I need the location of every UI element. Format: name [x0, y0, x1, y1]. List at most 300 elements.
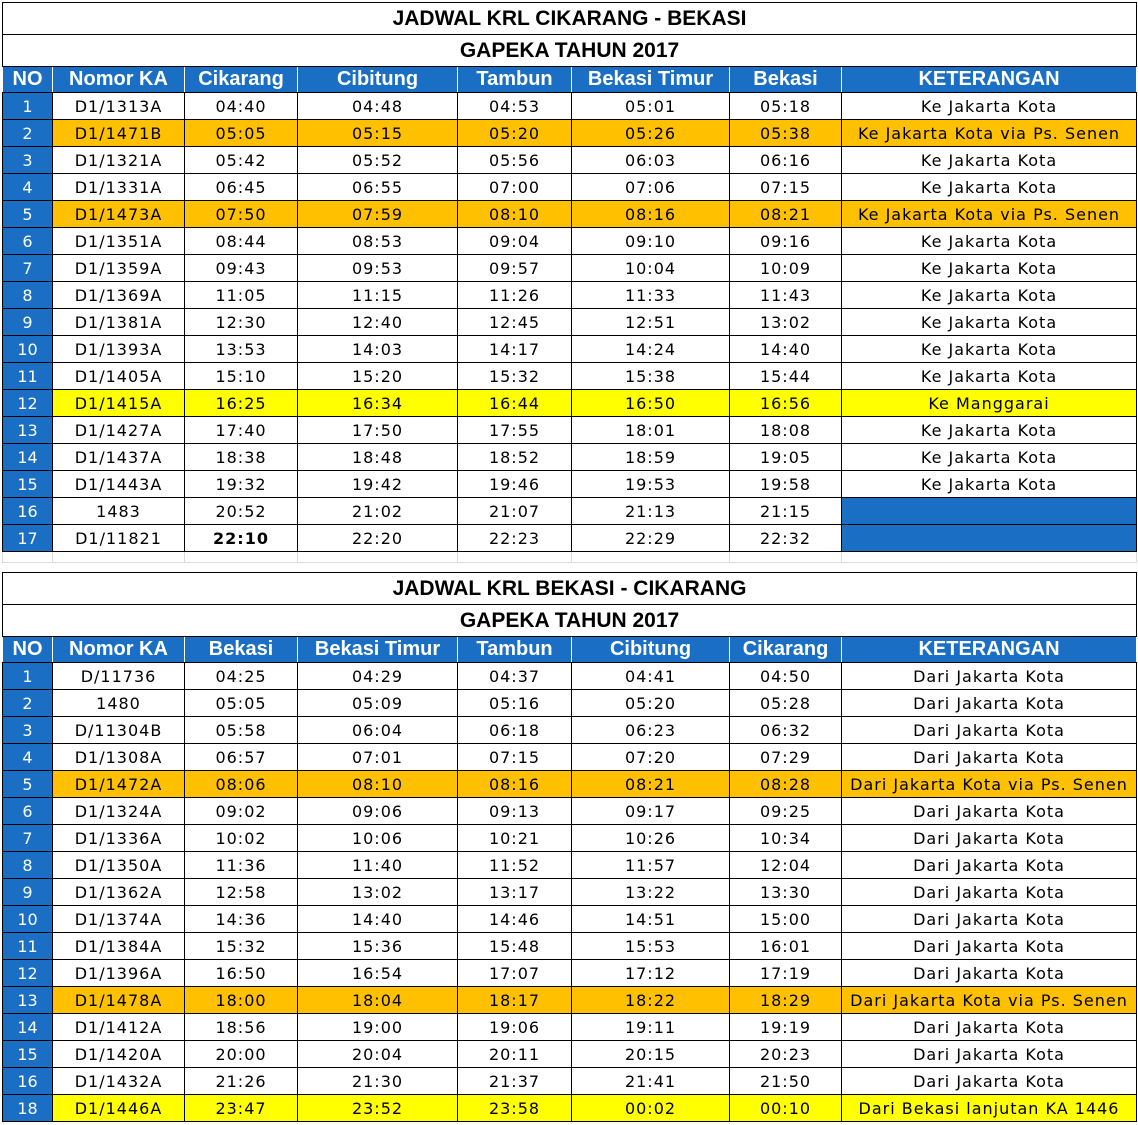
cell-no: 12: [3, 390, 53, 417]
table-row: [3, 471, 1137, 498]
cell-keterangan: Ke Jakarta Kota: [842, 444, 1137, 471]
cell-time: 21:13: [572, 498, 730, 525]
cell-no: 5: [3, 201, 53, 228]
cell-time: 05:52: [298, 147, 458, 174]
cell-keterangan: Dari Jakarta Kota: [842, 717, 1137, 744]
cell-time: 19:32: [185, 471, 298, 498]
cell-no: 18: [3, 1095, 53, 1122]
cell-time: 06:45: [185, 174, 298, 201]
cell-no: 1: [3, 93, 53, 120]
cell-time: 17:19: [730, 960, 842, 987]
cell-time: 18:52: [458, 444, 572, 471]
cell-time: 09:57: [458, 255, 572, 282]
cell-time: 08:44: [185, 228, 298, 255]
table-row: [3, 987, 1137, 1014]
cell-time: 09:13: [458, 798, 572, 825]
cell-keterangan: Ke Jakarta Kota: [842, 93, 1137, 120]
cell-no: 14: [3, 444, 53, 471]
cell-time: 13:02: [730, 309, 842, 336]
cell-time: 07:50: [185, 201, 298, 228]
cell-time: 11:26: [458, 282, 572, 309]
cell-keterangan: Dari Jakarta Kota: [842, 906, 1137, 933]
cell-time: 12:04: [730, 852, 842, 879]
cell-time: 21:37: [458, 1068, 572, 1095]
cell-time: 07:00: [458, 174, 572, 201]
cell-no: 7: [3, 255, 53, 282]
cell-time: 23:47: [185, 1095, 298, 1122]
cell-time: 20:52: [185, 498, 298, 525]
table-row: [3, 744, 1137, 771]
table-row: [3, 933, 1137, 960]
cell-nomor-ka: D/11736: [53, 663, 185, 690]
col-header-keterangan: KETERANGAN: [842, 637, 1137, 663]
cell-nomor-ka: D1/1350A: [53, 852, 185, 879]
cell-time: 10:09: [730, 255, 842, 282]
table-row: [3, 147, 1137, 174]
cell-time: 19:53: [572, 471, 730, 498]
col-header-station-5: Cikarang: [730, 637, 842, 663]
cell-time: 22:23: [458, 525, 572, 552]
cell-time: 22:10: [185, 525, 298, 552]
table-row: [3, 1068, 1137, 1095]
table-row: [3, 255, 1137, 282]
cell-no: 11: [3, 363, 53, 390]
cell-time: 13:02: [298, 879, 458, 906]
table-row: [3, 498, 1137, 525]
cell-time: 05:15: [298, 120, 458, 147]
col-header-station-5: Bekasi: [730, 67, 842, 93]
cell-no: 1: [3, 663, 53, 690]
cell-time: 15:53: [572, 933, 730, 960]
cell-time: 15:38: [572, 363, 730, 390]
cell-time: 16:50: [185, 960, 298, 987]
cell-time: 11:43: [730, 282, 842, 309]
table-row: [3, 309, 1137, 336]
cell-nomor-ka: D1/1336A: [53, 825, 185, 852]
cell-time: 14:36: [185, 906, 298, 933]
cell-keterangan: Ke Jakarta Kota via Ps. Senen: [842, 201, 1137, 228]
cell-time: 09:17: [572, 798, 730, 825]
cell-time: 07:06: [572, 174, 730, 201]
cell-time: 18:08: [730, 417, 842, 444]
table-row: [3, 93, 1137, 120]
cell-time: 06:04: [298, 717, 458, 744]
cell-nomor-ka: D1/1362A: [53, 879, 185, 906]
cell-time: 08:16: [458, 771, 572, 798]
cell-nomor-ka: D1/1384A: [53, 933, 185, 960]
table-row: [3, 120, 1137, 147]
cell-time: 11:33: [572, 282, 730, 309]
cell-nomor-ka: D1/1374A: [53, 906, 185, 933]
cell-time: 09:25: [730, 798, 842, 825]
cell-time: 14:51: [572, 906, 730, 933]
cell-time: 00:02: [572, 1095, 730, 1122]
table-row: [3, 363, 1137, 390]
cell-time: 21:30: [298, 1068, 458, 1095]
table-row: [3, 825, 1137, 852]
cell-no: 10: [3, 906, 53, 933]
cell-keterangan: Dari Jakarta Kota: [842, 933, 1137, 960]
cell-time: 04:37: [458, 663, 572, 690]
cell-time: 11:05: [185, 282, 298, 309]
cell-time: 05:28: [730, 690, 842, 717]
cell-nomor-ka: D1/1471B: [53, 120, 185, 147]
cell-time: 12:30: [185, 309, 298, 336]
table-row: [3, 174, 1137, 201]
cell-time: 23:52: [298, 1095, 458, 1122]
cell-time: 17:55: [458, 417, 572, 444]
cell-no: 6: [3, 228, 53, 255]
cell-time: 21:50: [730, 1068, 842, 1095]
cell-time: 05:20: [458, 120, 572, 147]
table-row: [3, 690, 1137, 717]
cell-time: 15:48: [458, 933, 572, 960]
cell-time: 08:21: [730, 201, 842, 228]
cell-keterangan: Dari Jakarta Kota: [842, 744, 1137, 771]
cell-time: 18:17: [458, 987, 572, 1014]
cell-keterangan: Ke Jakarta Kota: [842, 147, 1137, 174]
cell-time: 22:32: [730, 525, 842, 552]
cell-time: 05:16: [458, 690, 572, 717]
cell-nomor-ka: D1/1405A: [53, 363, 185, 390]
cell-keterangan: Ke Jakarta Kota: [842, 417, 1137, 444]
schedule-table-bekasi-cikarang: [2, 572, 1137, 1122]
cell-time: 05:01: [572, 93, 730, 120]
cell-time: 05:18: [730, 93, 842, 120]
cell-time: 21:07: [458, 498, 572, 525]
cell-time: 05:09: [298, 690, 458, 717]
cell-time: 21:26: [185, 1068, 298, 1095]
cell-time: 09:06: [298, 798, 458, 825]
cell-time: 18:00: [185, 987, 298, 1014]
table-row: [3, 663, 1137, 690]
table-header-row: [3, 67, 1137, 93]
cell-time: 07:20: [572, 744, 730, 771]
cell-time: 19:46: [458, 471, 572, 498]
col-header-station-1: Cikarang: [185, 67, 298, 93]
cell-time: 05:05: [185, 690, 298, 717]
cell-keterangan: [842, 525, 1137, 552]
table-row: [3, 417, 1137, 444]
cell-time: 05:38: [730, 120, 842, 147]
cell-time: 06:16: [730, 147, 842, 174]
cell-keterangan: Ke Jakarta Kota: [842, 336, 1137, 363]
cell-time: 13:30: [730, 879, 842, 906]
cell-time: 08:21: [572, 771, 730, 798]
cell-nomor-ka: 1480: [53, 690, 185, 717]
col-header-nomor-ka: Nomor KA: [53, 637, 185, 663]
cell-time: 18:38: [185, 444, 298, 471]
col-header-station-2: Cibitung: [298, 67, 458, 93]
table-row: [3, 798, 1137, 825]
cell-time: 13:22: [572, 879, 730, 906]
cell-nomor-ka: D1/1420A: [53, 1041, 185, 1068]
cell-nomor-ka: D1/1308A: [53, 744, 185, 771]
cell-keterangan: Dari Jakarta Kota: [842, 879, 1137, 906]
cell-time: 13:17: [458, 879, 572, 906]
cell-time: 05:58: [185, 717, 298, 744]
cell-time: 11:15: [298, 282, 458, 309]
cell-nomor-ka: D1/1313A: [53, 93, 185, 120]
cell-time: 08:53: [298, 228, 458, 255]
cell-time: 06:18: [458, 717, 572, 744]
cell-time: 18:01: [572, 417, 730, 444]
cell-keterangan: Ke Jakarta Kota: [842, 228, 1137, 255]
cell-time: 17:40: [185, 417, 298, 444]
cell-time: 21:15: [730, 498, 842, 525]
cell-time: 22:20: [298, 525, 458, 552]
cell-no: 15: [3, 1041, 53, 1068]
table-row: [3, 852, 1137, 879]
spacer-row: [3, 552, 1137, 563]
cell-time: 06:03: [572, 147, 730, 174]
cell-no: 3: [3, 147, 53, 174]
cell-time: 06:57: [185, 744, 298, 771]
cell-time: 10:02: [185, 825, 298, 852]
cell-time: 08:28: [730, 771, 842, 798]
cell-time: 10:04: [572, 255, 730, 282]
cell-nomor-ka: D1/1437A: [53, 444, 185, 471]
cell-time: 18:56: [185, 1014, 298, 1041]
table-title: JADWAL KRL CIKARANG - BEKASI: [3, 3, 1137, 35]
table-row: [3, 771, 1137, 798]
cell-keterangan: Ke Jakarta Kota: [842, 309, 1137, 336]
cell-nomor-ka: D1/1427A: [53, 417, 185, 444]
cell-keterangan: Dari Jakarta Kota via Ps. Senen: [842, 771, 1137, 798]
cell-time: 19:58: [730, 471, 842, 498]
cell-time: 12:40: [298, 309, 458, 336]
cell-time: 18:59: [572, 444, 730, 471]
cell-time: 18:48: [298, 444, 458, 471]
cell-time: 09:04: [458, 228, 572, 255]
cell-time: 06:32: [730, 717, 842, 744]
col-header-station-2: Bekasi Timur: [298, 637, 458, 663]
cell-time: 05:05: [185, 120, 298, 147]
cell-time: 23:58: [458, 1095, 572, 1122]
cell-time: 16:34: [298, 390, 458, 417]
cell-time: 05:56: [458, 147, 572, 174]
cell-keterangan: Ke Jakarta Kota: [842, 363, 1137, 390]
col-header-keterangan: KETERANGAN: [842, 67, 1137, 93]
cell-time: 07:15: [730, 174, 842, 201]
cell-no: 15: [3, 471, 53, 498]
cell-time: 06:55: [298, 174, 458, 201]
cell-no: 10: [3, 336, 53, 363]
cell-no: 9: [3, 309, 53, 336]
table-title: JADWAL KRL BEKASI - CIKARANG: [3, 573, 1137, 605]
cell-time: 09:16: [730, 228, 842, 255]
cell-no: 13: [3, 417, 53, 444]
cell-nomor-ka: D1/1412A: [53, 1014, 185, 1041]
cell-time: 19:06: [458, 1014, 572, 1041]
col-header-station-3: Tambun: [458, 637, 572, 663]
cell-no: 2: [3, 120, 53, 147]
cell-nomor-ka: D1/1432A: [53, 1068, 185, 1095]
cell-keterangan: [842, 498, 1137, 525]
table-row: [3, 1014, 1137, 1041]
cell-nomor-ka: D1/1472A: [53, 771, 185, 798]
cell-time: 12:45: [458, 309, 572, 336]
cell-time: 18:29: [730, 987, 842, 1014]
cell-time: 09:02: [185, 798, 298, 825]
cell-nomor-ka: D1/11821: [53, 525, 185, 552]
col-header-no: NO: [3, 637, 53, 663]
col-header-station-3: Tambun: [458, 67, 572, 93]
col-header-nomor-ka: Nomor KA: [53, 67, 185, 93]
cell-no: 17: [3, 525, 53, 552]
cell-time: 09:43: [185, 255, 298, 282]
cell-time: 14:24: [572, 336, 730, 363]
cell-keterangan: Dari Jakarta Kota: [842, 663, 1137, 690]
table-row: [3, 1041, 1137, 1068]
cell-time: 20:11: [458, 1041, 572, 1068]
cell-nomor-ka: D1/1446A: [53, 1095, 185, 1122]
cell-keterangan: Ke Jakarta Kota: [842, 174, 1137, 201]
cell-no: 2: [3, 690, 53, 717]
table-row: [3, 1095, 1137, 1122]
table-row: [3, 390, 1137, 417]
cell-time: 08:06: [185, 771, 298, 798]
cell-time: 07:59: [298, 201, 458, 228]
cell-nomor-ka: D1/1381A: [53, 309, 185, 336]
cell-time: 15:32: [185, 933, 298, 960]
cell-time: 14:46: [458, 906, 572, 933]
cell-time: 17:07: [458, 960, 572, 987]
table-row: [3, 906, 1137, 933]
cell-time: 06:23: [572, 717, 730, 744]
cell-time: 04:40: [185, 93, 298, 120]
cell-nomor-ka: D1/1321A: [53, 147, 185, 174]
cell-time: 14:03: [298, 336, 458, 363]
table-row: [3, 960, 1137, 987]
cell-time: 05:42: [185, 147, 298, 174]
cell-time: 19:19: [730, 1014, 842, 1041]
cell-no: 4: [3, 174, 53, 201]
cell-time: 05:26: [572, 120, 730, 147]
cell-nomor-ka: D1/1478A: [53, 987, 185, 1014]
cell-time: 14:17: [458, 336, 572, 363]
cell-time: 09:10: [572, 228, 730, 255]
cell-time: 14:40: [298, 906, 458, 933]
cell-time: 04:25: [185, 663, 298, 690]
cell-time: 07:15: [458, 744, 572, 771]
cell-time: 20:23: [730, 1041, 842, 1068]
cell-keterangan: Ke Jakarta Kota: [842, 282, 1137, 309]
col-header-station-1: Bekasi: [185, 637, 298, 663]
cell-keterangan: Ke Manggarai: [842, 390, 1137, 417]
cell-no: 16: [3, 498, 53, 525]
cell-time: 05:20: [572, 690, 730, 717]
table-row: [3, 282, 1137, 309]
cell-time: 10:06: [298, 825, 458, 852]
cell-time: 11:57: [572, 852, 730, 879]
cell-time: 16:50: [572, 390, 730, 417]
table-subtitle: GAPEKA TAHUN 2017: [3, 605, 1137, 637]
table-row: [3, 201, 1137, 228]
cell-time: 13:53: [185, 336, 298, 363]
cell-time: 12:58: [185, 879, 298, 906]
cell-time: 18:22: [572, 987, 730, 1014]
cell-time: 04:48: [298, 93, 458, 120]
cell-time: 15:32: [458, 363, 572, 390]
cell-time: 17:50: [298, 417, 458, 444]
cell-time: 04:41: [572, 663, 730, 690]
cell-time: 16:25: [185, 390, 298, 417]
table-subtitle: GAPEKA TAHUN 2017: [3, 35, 1137, 67]
cell-time: 10:26: [572, 825, 730, 852]
cell-keterangan: Dari Jakarta Kota: [842, 1014, 1137, 1041]
cell-time: 04:53: [458, 93, 572, 120]
cell-time: 10:34: [730, 825, 842, 852]
cell-no: 6: [3, 798, 53, 825]
cell-keterangan: Dari Jakarta Kota: [842, 690, 1137, 717]
cell-time: 15:44: [730, 363, 842, 390]
cell-no: 8: [3, 852, 53, 879]
cell-time: 15:36: [298, 933, 458, 960]
cell-time: 11:52: [458, 852, 572, 879]
col-header-station-4: Bekasi Timur: [572, 67, 730, 93]
cell-time: 00:10: [730, 1095, 842, 1122]
cell-no: 11: [3, 933, 53, 960]
schedule-table-cikarang-bekasi: [2, 2, 1137, 563]
cell-nomor-ka: D1/1393A: [53, 336, 185, 363]
cell-keterangan: Dari Jakarta Kota: [842, 825, 1137, 852]
cell-time: 17:12: [572, 960, 730, 987]
cell-time: 11:40: [298, 852, 458, 879]
cell-time: 07:01: [298, 744, 458, 771]
cell-keterangan: Ke Jakarta Kota: [842, 471, 1137, 498]
cell-no: 14: [3, 1014, 53, 1041]
cell-nomor-ka: D1/1443A: [53, 471, 185, 498]
cell-nomor-ka: D/11304B: [53, 717, 185, 744]
cell-nomor-ka: D1/1331A: [53, 174, 185, 201]
cell-time: 08:10: [298, 771, 458, 798]
cell-time: 15:10: [185, 363, 298, 390]
cell-time: 22:29: [572, 525, 730, 552]
cell-time: 21:02: [298, 498, 458, 525]
cell-keterangan: Dari Jakarta Kota via Ps. Senen: [842, 987, 1137, 1014]
cell-time: 08:16: [572, 201, 730, 228]
cell-time: 16:56: [730, 390, 842, 417]
cell-time: 19:05: [730, 444, 842, 471]
cell-no: 16: [3, 1068, 53, 1095]
cell-no: 9: [3, 879, 53, 906]
cell-nomor-ka: D1/1369A: [53, 282, 185, 309]
cell-time: 04:50: [730, 663, 842, 690]
cell-time: 15:00: [730, 906, 842, 933]
cell-time: 19:42: [298, 471, 458, 498]
cell-nomor-ka: D1/1396A: [53, 960, 185, 987]
cell-time: 15:20: [298, 363, 458, 390]
cell-nomor-ka: D1/1324A: [53, 798, 185, 825]
table-row: [3, 525, 1137, 552]
cell-keterangan: Dari Jakarta Kota: [842, 852, 1137, 879]
table-row: [3, 336, 1137, 363]
col-header-station-4: Cibitung: [572, 637, 730, 663]
cell-no: 13: [3, 987, 53, 1014]
table-row: [3, 228, 1137, 255]
cell-time: 08:10: [458, 201, 572, 228]
cell-time: 18:04: [298, 987, 458, 1014]
cell-time: 20:00: [185, 1041, 298, 1068]
table-row: [3, 444, 1137, 471]
cell-no: 4: [3, 744, 53, 771]
cell-keterangan: Dari Jakarta Kota: [842, 960, 1137, 987]
cell-keterangan: Dari Jakarta Kota: [842, 798, 1137, 825]
cell-time: 20:15: [572, 1041, 730, 1068]
cell-nomor-ka: D1/1359A: [53, 255, 185, 282]
cell-no: 12: [3, 960, 53, 987]
